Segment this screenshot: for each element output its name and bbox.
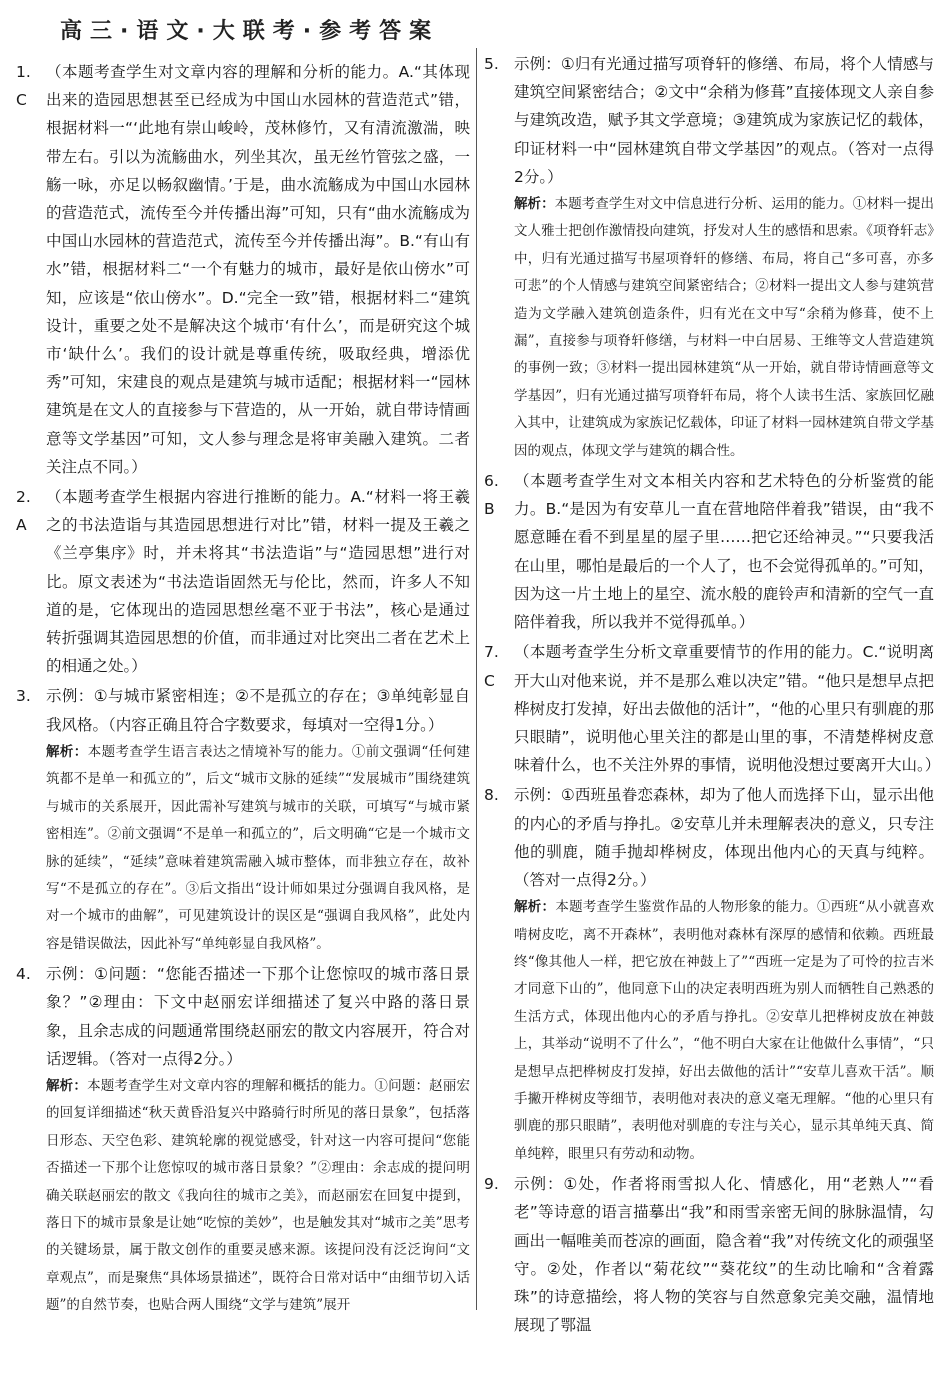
question-number: 5.	[484, 55, 499, 73]
explanation-label: 解析：	[46, 743, 88, 760]
explanation-block	[514, 894, 934, 1168]
question-number: 4.	[16, 965, 31, 984]
question-number: 6. B	[484, 472, 499, 519]
explanation-label: 解析：	[46, 1077, 88, 1094]
question-2	[16, 483, 470, 680]
explanation-block	[46, 1073, 470, 1320]
question-number: 3.	[16, 687, 31, 706]
page-title: 高三·语文·大联考·参考答案	[60, 19, 440, 44]
explanation-text: 本题考查学生对文中信息进行分析、运用的能力。①材料一提出文人雅士把创作激情投向建筑，抒发对人生的感悟和思索。《项脊轩志》中，归有光通过描写书屋项脊轩的修缮、布局，将自己“多可喜，亦多可悲”的个人情感与建筑空间紧密结合；②材料一提出文人参与建筑营造为文学融入建筑创造条件，归有光在文中写“余稍为修葺，使不上漏”，直接参与项脊轩修缮，与材料一中白居易、王维等文人营造建筑的事例一致；③材料一提出园林建筑“从一开始，就自带诗情画意等文学基因”，归有光通过描写项脊轩布局，将个人读书生活、家族回忆融入其中，让建筑成为家族记忆载体，印证了材料一园林建筑自带文学基因的观点，体现文学与建筑的耦合性。	[514, 196, 935, 459]
answer-text: 示例：①归有光通过描写项脊轩的修缮、布局，将个人情感与建筑空间紧密结合；②文中“余稍为修葺”直接体现文人亲自参与建筑改造，赋予其文学意境；③建筑成为家族记忆的载体，印证材料一中“园林建筑自带文学基因”的观点。（答对一点得2分。）	[514, 55, 934, 186]
answer-text: 示例：①与城市紧密相连；②不是孤立的存在；③单纯彰显自我风格。（内容正确且符合字数要求，每填对一空得1分。）	[46, 687, 470, 734]
explanation-text: 本题考查学生鉴赏作品的人物形象的能力。①西班“从小就喜欢啃树皮吃，离不开森林”，表明他对森林有深厚的感情和依赖。西班最终“像其他人一样，把它放在神鼓上了”“西班一定是为了可怜的拉吉米才同意下山的”，他同意下山的决定表明西班为别人而牺牲自己熟悉的生活方式，体现出他内心的矛盾与挣扎。②安草儿把桦树皮放在神鼓上，其举动“说明不了什么”，“他不明白大家在让他做什么事情”，“只是想早点把桦树皮打发掉，好出去做他的活计”“安草儿喜欢干活”。顺手撇开桦树皮等细节，表明他对表决的意义毫无理解。“他的心里只有驯鹿的那只眼睛”，表明他对驯鹿的专注与关心，显示其单纯天真、简单纯粹，眼里只有劳动和动物。	[514, 899, 934, 1162]
question-7	[484, 638, 941, 779]
question-number: 7. C	[484, 643, 499, 690]
answer-text: （本题考查学生分析文章重要情节的作用的能力。C.“说明离开大山对他来说，并不是那么难以决定”错。“他只是想早点把桦树皮打发掉，好出去做他的活计”，“他的心里只有驯鹿的那只眼睛”，说明他心里关注的都是山里的事，不清楚桦树皮意味着什么，也不关注外界的事情，说明他没想过要离开大山。）	[514, 643, 941, 775]
question-4	[16, 960, 470, 1319]
answer-text: 示例：①问题：“您能否描述一下那个让您惊叹的城市落日景象？”②理由：下文中赵丽宏详细描述了复兴中路的落日景象，且余志成的问题通常围绕赵丽宏的散文内容展开，符合对话逻辑。（答对一点得2分。）	[46, 965, 470, 1068]
right-column	[484, 50, 941, 1335]
explanation-label: 解析：	[514, 899, 556, 916]
question-3	[16, 682, 470, 958]
explanation-block	[514, 191, 934, 465]
explanation-block	[46, 739, 470, 958]
question-number: 1. C	[16, 63, 31, 110]
question-number: 2. A	[16, 488, 31, 535]
question-6	[484, 467, 934, 636]
question-number: 8.	[484, 786, 499, 805]
answer-text: 示例：①西班虽眷恋森林，却为了他人而选择下山，显示出他的内心的矛盾与挣扎。②安草儿并未理解表决的意义，只专注他的驯鹿，随手抛却桦树皮，体现出他内心的天真与纯粹。（答对一点得2分。）	[514, 786, 934, 889]
question-9	[484, 1170, 934, 1339]
column-divider	[476, 48, 477, 1310]
question-5	[484, 50, 934, 465]
answer-text: （本题考查学生根据内容进行推断的能力。A.“材料一将王羲之的书法造诣与其造园思想进行对比”错，材料一提及王羲之《兰亭集序》时，并未将其“书法造诣”与“造园思想”进行对比。原文表述为“书法造诣固然无与伦比，然而，许多人不知道的是，它体现出的造园思想丝毫不亚于书法”，核心是通过转折强调其造园思想的价值，而非通过对比突出二者在艺术上的相通之处。）	[46, 488, 470, 676]
question-1	[16, 58, 470, 481]
answer-text: （本题考查学生对文章内容的理解和分析的能力。A.“其体现出来的造园思想甚至已经成为中国山水园林的营造范式”错，根据材料一“‘此地有崇山峻岭，茂林修竹，又有清流激湍，映带左右。引以为流觞曲水，列坐其次，虽无丝竹管弦之盛，一觞一咏，亦足以畅叙幽情。’于是，曲水流觞成为中国山水园林的营造范式，流传至今并传播出海”可知，只有“曲水流觞成为中国山水园林的营造范式，流传至今并传播出海”。B.“有山有水”错，根据材料二“一个有魅力的城市，最好是依山傍水”可知，应该是“依山傍水”。D.“完全一致”错，根据材料二“建筑设计，重要之处不是解决这个城市‘有什么’，而是研究这个城市‘缺什么’。我们的设计就是尊重传统，吸取经典，增添优秀”可知，宋建良的观点是建筑与城市适配；根据材料一“园林建筑是在文人的直接参与下营造的，从一开始，就自带诗情画意等文学基因”可知，文人参与理念是将审美融入建筑。二者关注点不同。）	[46, 63, 470, 476]
answer-text: 示例：①处，作者将雨雪拟人化、情感化，用“老熟人”“看老”等诗意的语言描摹出“我”和雨雪亲密无间的脉脉温情，勾画出一幅唯美而苍凉的画面，隐含着“我”对传统文化的顽强坚守。②处，作者以“菊花纹”“葵花纹”的生动比喻和“含着露珠”的诗意描绘，将人物的笑容与自然意象完美交融，温情地展现了鄂温	[514, 1175, 934, 1335]
question-number: 9.	[484, 1175, 499, 1194]
explanation-text: 本题考查学生对文章内容的理解和概括的能力。①问题：赵丽宏的回复详细描述“秋天黄昏沿复兴中路骑行时所见的落日景象”，包括落日形态、天空色彩、建筑轮廓的视觉感受，针对这一内容可提问“您能否描述一下那个让您惊叹的城市落日景象？”②理由：余志成的提问明确关联赵丽宏的散文《我向往的城市之美》，而赵丽宏在回复中提到，落日下的城市景象是让她“吃惊的美妙”，也是触发其对“城市之美”思考的关键场景，属于散文创作的重要灵感来源。该提问没有泛泛询问“文章观点”，而是聚焦“具体场景描述”，既符合日常对话中“由细节切入话题”的自然节奏，也贴合两人围绕“文学与建筑”展开	[46, 1077, 471, 1314]
explanation-label: 解析：	[514, 196, 555, 213]
left-column	[16, 58, 471, 1314]
question-8	[484, 781, 934, 1168]
explanation-text: 本题考查学生语言表达之情境补写的能力。①前文强调“任何建筑都不是单一和孤立的”，后文“城市文脉的延续”“发展城市”围绕建筑与城市的关系展开，因此需补写建筑与城市的关联，可填写“与城市紧密相连”。②前文强调“不是单一和孤立的”，后文明确“它是一个城市文脉的延续”，“延续”意味着建筑需融入城市整体，而非独立存在，故补写“不是孤立的存在”。③后文指出“设计师如果过分强调自我风格，是对一个城市的曲解”，可见建筑设计的误区是“强调自我风格”，此处内容是错误做法，因此补写“单纯彰显自我风格”。	[46, 743, 471, 952]
answer-text: （本题考查学生对文本相关内容和艺术特色的分析鉴赏的能力。B.“是因为有安草儿一直在营地陪伴着我”错误，由“我不愿意睡在看不到星星的屋子里……把它还给神灵。”“只要我活在山里，哪怕是最后的一个人了，也不会觉得孤单的。”可知，因为这一片土地上的星空、流水般的鹿铃声和清新的空气一直陪伴着我，所以我并不觉得孤单。）	[514, 472, 934, 632]
